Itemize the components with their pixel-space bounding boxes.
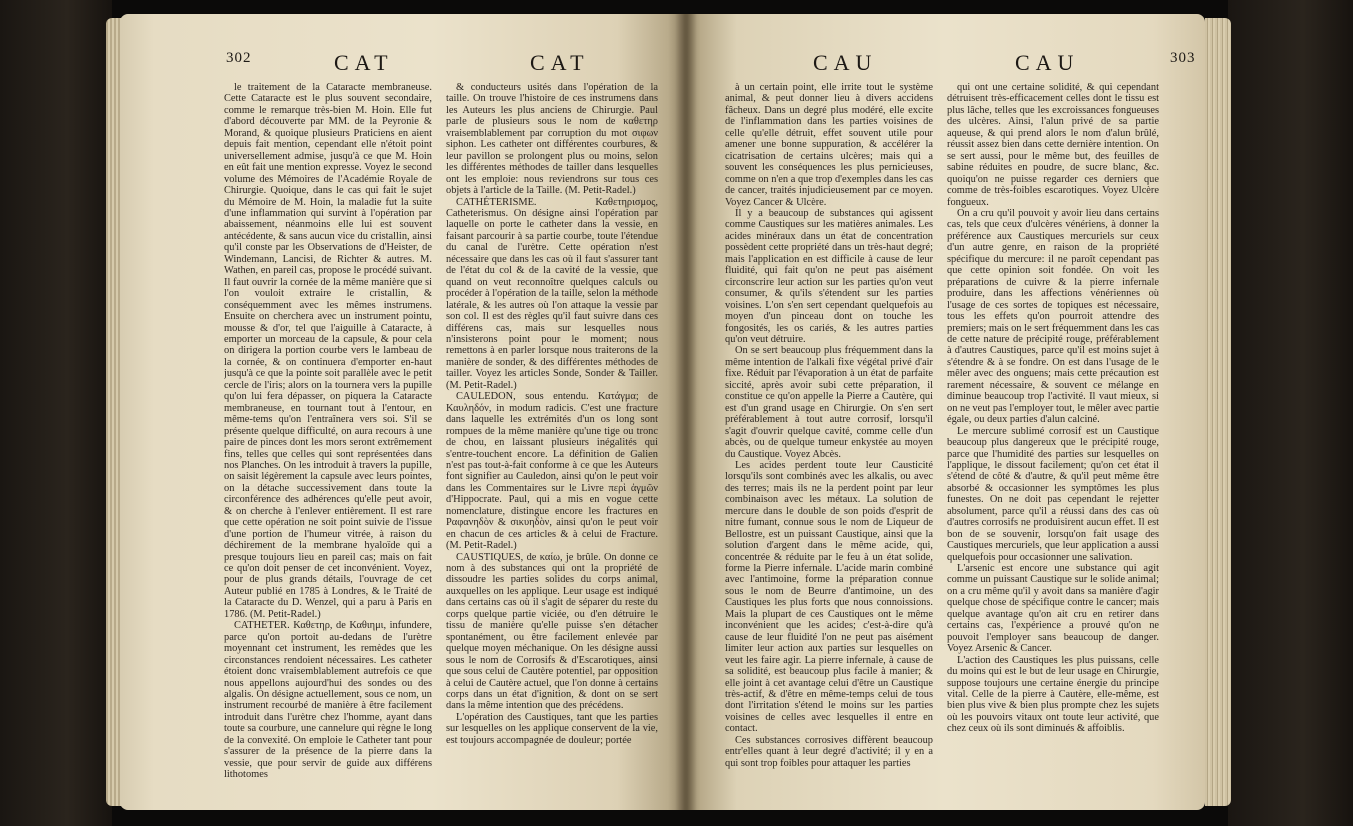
body-text: qui ont une certaine solidité, & qui cependant détruisent très-efficacement celles dont le tissu est plus lâche, telles que les excroissances fongueuses des ulcères. Ainsi, l'alun privé de sa partie aqueuse, & qui prend alors le nom d'alun brûlé, réussit assez bien dans cette dernière intention. On se sert aussi, pour le même but, des feuilles de sabine réduites en poudre, de sucre blanc, &c. quoiqu'on ne puisse regarder ces derniers que comme de très-foibles escarotiques. Voyez Ulcère fongueux. (947, 82, 1159, 208)
right-page (685, 14, 1205, 810)
left-page-number: 302 (226, 50, 252, 66)
right-cover-board (1228, 0, 1353, 826)
left-page (120, 14, 685, 810)
body-text: à un certain point, elle irrite tout le système animal, & peut donner lieu à divers accidens fâcheux. Dans un degré plus modéré, elle excite de l'inflammation dans les parties voisines de celle qu'elle détruit, effet souvent utile pour amener une bonne suppuration, & accélérer la cicatrisation de certains ulcères; mais qui a souvent les conséquences les plus pernicieuses, comme on n'en a que trop d'exemples dans les cas de cancer, traités injudicieusement par ce moyen. Voyez Cancer & Ulcère. (725, 82, 933, 208)
body-text: CAULEDON, sous entendu. Κατάγμα; de Καυληδόν, in modum radicis. C'est une fracture dans laquelle les extrémités d'un os long sont rompues de la même manière qu'une tige ou tronc de chou, en laissant plusieurs inégalités qui s'entre-touchent encore. La définition de Galien n'est pas tout-à-fait conforme à ce que les Auteurs font signifier au Cauledon, ainsi qu'on le peut voir dans les Commentaires sur le Livre περὶ ἀγμῶν d'Hippocrate. Paul, qui a mis en vogue cette nomenclature, distingue encore les fractures en Ραφανηδὸν & σικυηδὸν, ainsi qu'on le peut voir en chacun de ces articles & à celui de Fracture. (M. Petit-Radel.) (446, 391, 658, 552)
body-text: CATHÉTERISME. Καθετηρισμος, Catheterismus. On désigne ainsi l'opération par laquelle on porte le catheter dans la vessie, en faisant parcourir à sa partie courbe, toute l'étendue du canal de l'urètre. Cette opération n'est nécessaire que dans les cas où il faut s'assurer tant de l'état du col & de la cavité de la vessie, que quand on veut reconnoître quelques calculs ou procéder à l'opération de la taille, selon la méthode latérale, & les autres où l'on attaque la vessie par son col. Il est des règles qu'il faut suivre dans ces différens cas, mais sur lesquelles nous n'insisterons point pour le moment; nous remettons à en parler lorsque nous traiterons de la manière de sonder, & des différentes méthodes de tailler. Voyez les articles Sonde, Sonder & Tailler. (M. Petit-Radel.) (446, 196, 658, 391)
body-text: & conducteurs usités dans l'opération de la taille. On trouve l'histoire de ces instrumens dans les Auteurs les plus anciens de Chirurgie. Paul parle de plusieurs sous le nom de καθετηρ vraisemblablement par corruption du mot σιφων siphon. Les catheter ont différentes courbures, & leur pavillon se prolongent plus ou moins, selon les différentes méthodes de tailler dans lesquelles ont les emploie: nous reviendrons sur tous ces objets à l'article de la Taille. (M. Petit-Radel.) (446, 82, 658, 197)
body-text: CAUSTIQUES, de καίω, je brûle. On donne ce nom à des substances qui ont la propriété de dissoudre les parties solides du corps animal, auxquelles on les applique. Leur usage est indiqué dans certains cas où il s'agit de séparer du reste du corps quelque partie viciée, ou d'en détruire le tissu de manière qu'elle puisse s'en détacher spontanément, ou être facilement enlevée par quelque moyen méchanique. On les désigne aussi sous le nom de Corrosifs & d'Escarotiques, ainsi que sous celui de Cautère potentiel, par opposition à celui de Cautère actuel, que l'on donne à certains corps dans un état d'ignition, & dont on se sert dans la même intention que des précédens. (446, 551, 658, 712)
right-page-edges (1205, 18, 1231, 806)
left-running-head-col2: CAT (530, 50, 590, 75)
right-running-head-col1: CAU (813, 50, 878, 75)
right-running-head-col2: CAU (1015, 50, 1080, 75)
right-text-column-1 (725, 82, 933, 810)
left-text-column-2 (446, 82, 658, 810)
right-text-column-2 (947, 82, 1159, 810)
left-cover-board (0, 0, 112, 826)
book-gutter (675, 14, 697, 810)
body-text: Le mercure sublimé corrosif est un Caustique beaucoup plus dangereux que le précipité rouge, parce que l'humidité des parties sur lesquelles on l'applique, le dissout facilement; qu'on cet état il s'étend de côté & d'autre, & qu'il peut même être absorbé & occasionner les symptômes les plus funestes. On ne doit pas cependant le rejetter absolument, parce qu'il a réussi dans des cas où d'autres corrosifs ne produisirent aucun effet. Il est bon de se souvenir, lorsqu'on fait usage des Caustiques mercuriels, que leur application a aussi quelquefois pour occasionner une salivation. (947, 425, 1159, 563)
body-text: On a cru qu'il pouvoit y avoir lieu dans certains cas, tels que ceux d'ulcères vénériens, à donner la préférence aux Caustiques mercuriels sur ceux d'un autre genre, en raison de la propriété spécifique du mercure: il ne paroît cependant pas que cette opinion soit fondée. On voit les préparations de cuivre & la pierre infernale produire, dans les affections vénériennes où l'usage de ces sortes de topiques est nécessaire, tous les effets qu'on pourroit attendre des premiers; mais on le sert fréquemment dans les cas de cette nature de précipité rouge, préférablement à d'autres Caustiques, parce qu'il est moins sujet à s'étendre & à se fondre. On est dans l'usage de le mêler avec des onguens; mais cette précaution est rarement nécessaire, & souvent ce mélange en diminue beaucoup trop l'activité. Il vaut mieux, si on ne veut pas l'employer tout, le mêler avec partie égale, ou deux parties d'alun calciné. (947, 207, 1159, 426)
body-text: CATHETER. Καθετηρ, de Καθιημι, infundere, parce qu'on portoit au-dedans de l'urètre moyennant cet instrument, les remèdes que les circonstances rendoient nécessaires. Les catheter étoient donc vraisemblablement autrefois ce que nous appellons aujourd'hui des sondes ou des algalis. On désigne actuellement, sous ce nom, un instrument recourbé de manière à être facilement introduit dans l'urètre chez l'homme, ayant dans toute sa courbure, une cannelure qui règne le long de la convexité. On emploie le Catheter tant pour s'assurer de la présence de la pierre dans la vessie, que pour servir de guide aux différens lithotomes (224, 620, 432, 781)
left-text-column-1 (224, 82, 432, 810)
body-text: Les acides perdent toute leur Causticité lorsqu'ils sont combinés avec les alkalis, ou avec des terres; mais ils ne la perdent point par leur combinaison avec les métaux. La solution de mercure dans le double de son poids d'esprit de nitre fumant, connue sous le nom de Liqueur de Bellostre, est un puissant Caustique, ainsi que la solution d'argent dans le même acide, qui, concentrée & réduite par le feu à un état solide, forme la Pierre infernale. L'acide marin combiné avec l'antimoine, forme la préparation connue sous le nom de Beurre d'antimoine, un des Caustiques les plus forts que nous connoissions. Mais la plupart de ces Caustiques ont le même inconvénient que les acides; c'est-à-dire qu'à cause de leur fluidité l'on ne peut pas aisément limiter leur action aux parties sur lesquelles on veut les faire agir. La pierre infernale, à cause de sa solidité, est beaucoup plus facile à manier; & elle joint à cet avantage celui d'être un Caustique très-actif, & d'être en même-temps celui de tous dont l'irritation s'étend le moins sur les parties voisines de celles avec lesquelles il entre en contact. (725, 459, 933, 735)
body-text: On se sert beaucoup plus fréquemment dans la même intention de l'alkali fixe végétal privé d'air fixe. Réduit par l'évaporation à un état de parfaite siccité, après avoir subi cette préparation, il constitue ce qu'on appelle la Pierre a Cautère, qui est d'un grand usage en Chirurgie. On s'en sert préférablement à tout autre corrosif, lorsqu'il s'agit d'ouvrir quelque cavité, comme celle d'un abcès, ou de quelque tumeur enkystée au moyen du Caustique. Voyez Abcès. (725, 345, 933, 460)
right-page-number: 303 (1170, 50, 1196, 66)
body-text: L'arsenic est encore une substance qui agit comme un puissant Caustique sur le solide animal; on a cru même qu'il y avoit dans sa manière d'agir quelque chose de spécifique contre le cancer; mais quelque avantage qu'on ait cru en retirer dans certains cas, l'expérience a prouvé qu'on ne pouvoit l'employer sans beaucoup de danger. Voyez Arsenic & Cancer. (947, 563, 1159, 655)
body-text: Il y a beaucoup de substances qui agissent comme Caustiques sur les matières animales. Les acides minéraux dans un état de concentration possèdent cette propriété dans un très-haut degré; mais l'application en est difficile à cause de leur fluidité, qui fait qu'on ne peut pas aisément circonscrire leur action sur les parties qu'on veut consumer, & qu'ils s'étendent sur les parties voisines. L'on s'en sert cependant quelquefois au moyen d'un pinceau dont on touche les fongosités, les os cariés, & les autres parties qu'on veut détruire. (725, 207, 933, 345)
body-text: Ces substances corrosives diffèrent beaucoup entr'elles quant à leur degré d'activité; il y en a qui sont trop foibles pour attaquer les parties (725, 734, 933, 769)
body-text: L'action des Caustiques les plus puissans, celle du moins qui est le but de leur usage en Chirurgie, suppose toujours une certaine énergie du principe vital. Celle de la pierre à Cautère, elle-même, est bien plus vive & bien plus prompte chez les sujets où les pouvoirs vitaux ont toute leur activité, que chez ceux où ils sont diminués & affoiblis. (947, 654, 1159, 735)
body-text: L'opération des Caustiques, tant que les parties sur lesquelles on les applique conservent de la vie, est toujours accompagnée de douleur; portée (446, 711, 658, 746)
left-running-head-col1: CAT (334, 50, 394, 75)
body-text: le traitement de la Cataracte membraneuse. Cette Cataracte est le plus souvent secondaire, comme le remarque très-bien M. Hoin. Elle fut d'abord découverte par MM. de la Peyronie & Morand, & quoique plusieurs Praticiens en aient depuis fait mention, cependant elle n'étoit point universellement admise, jusqu'à ce que M. Hoin en eût fait une mention expresse. Voyez le second volume des Mémoires de l'Académie Royale de Chirurgie. Quoique, dans le cas qui fait le sujet du Mémoire de M. Hoin, la maladie fut la suite d'une inflammation qui survint à l'opération par abaissement, néanmoins elle lui est souvent antécédente, & sans aucun vice du cristallin, ainsi qu'il conste par les Observations de d'Heister, de Windemann, Lancisi, de Richter & autres. M. Wathen, en pareil cas, propose le procédé suivant. Il faut ouvrir la cornée de la même manière que si l'on vouloit extraire le cristallin, & conséquemment avec les mêmes instrumens. Ensuite on cherchera avec un instrument pointu, mousse & d'or, tel que l'aiguille à Cataracte, à emporter un morceau de la capsule, & pour cela on dirigera la portion courbe vers le lambeau de la cornée, & on continuera d'emporter en-haut jusqu'à ce que la pointe soit parallèle avec le petit cercle de l'iris; alors on la tournera vers la pupille qu'on lui fera dépasser, on piquera la Cataracte membraneuse, en tournant tout à l'entour, en même-tems qu'on l'entraînera vers soi. S'il se présente quelque difficulté, on aura recours à une paire de pinces dont les mors seront extrêmement fins, telles que celles qui sont représentées dans nos Planches. On les introduit à travers la pupille, on saisit légèrement la capsule avec leurs pointes, on la détache successivement dans toute la circonférence des adhérences qu'elle peut avoir, & on cherche à l'enlever entièrement. Il est rare que cette opération ne soit point suivie de l'issue d'une portion de l'humeur vitrée, à raison du déchirement de la membrane hyaloïde qui a presque toujours lieu en pareil cas; mais on fait ce qu'on doit penser de cet inconvénient. Voyez, pour de plus grands détails, l'ouvrage de cet Auteur publié en 1785 à Londres, & le Traité de la Cataracte du D. Wenzel, qui a paru à Paris en 1786. (M. Petit-Radel.) (224, 82, 432, 620)
